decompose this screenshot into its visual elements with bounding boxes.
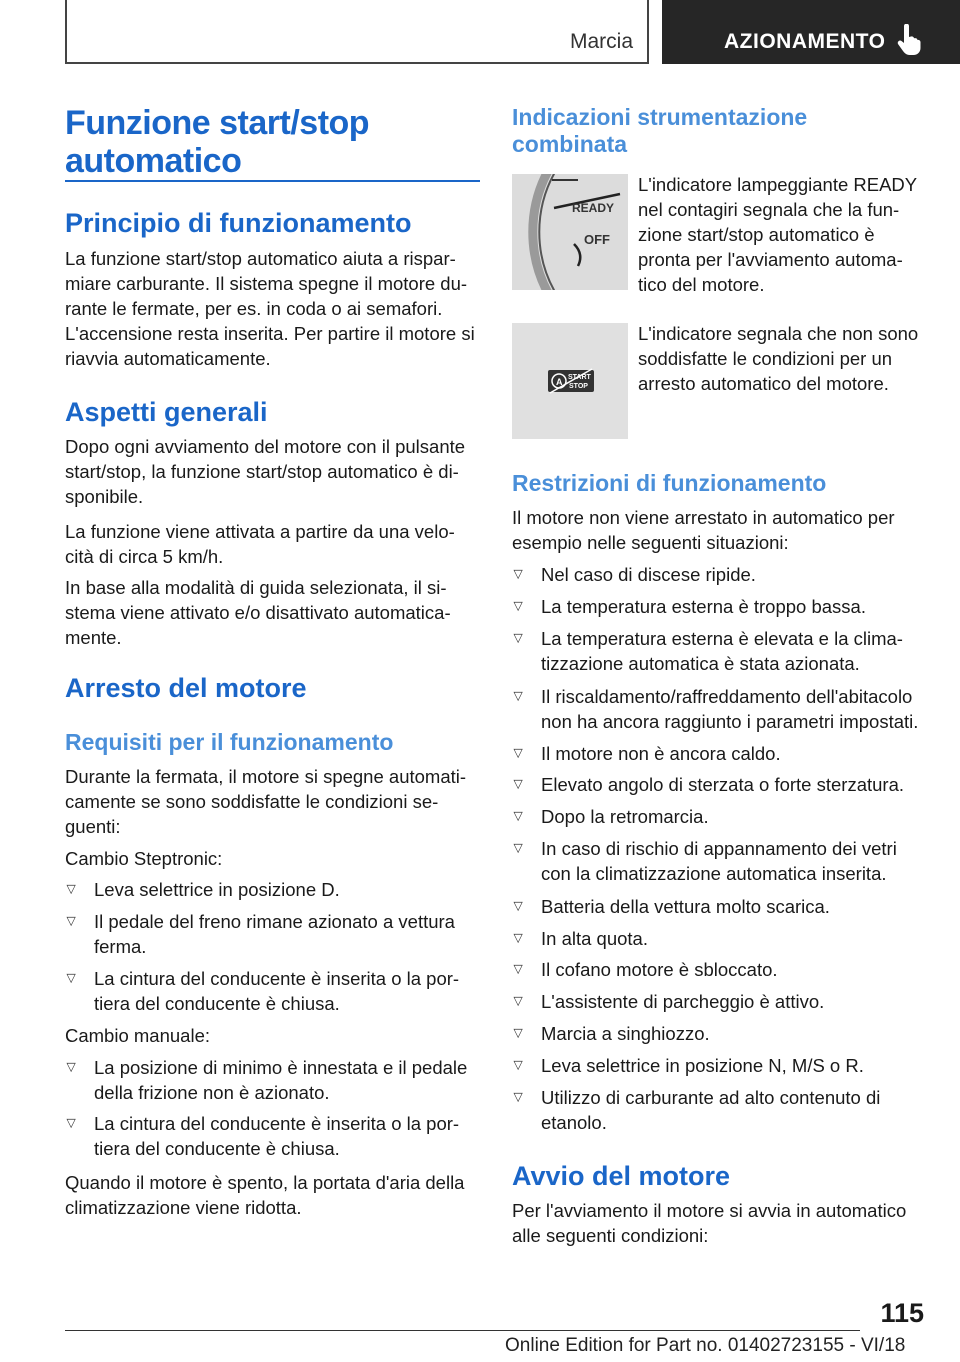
spento-text: Quando il motore è spento, la portata d'aria della climatizzazione viene ridotta.: [65, 1172, 465, 1218]
list-item: ▷ Batteria della vettura molto scarica.: [512, 894, 930, 919]
principio-heading: Principio di funzionamento: [65, 208, 412, 238]
header-chapter-tab: [662, 0, 960, 64]
list-item: ▷ Marcia a singhiozzo.: [512, 1021, 930, 1046]
footer-edition: Online Edition for Part no. 01402723155 - VI/18: [505, 1335, 906, 1356]
start-label: START: [568, 374, 591, 381]
aspetti-paragraph-2: La funzione viene attivata a partire da una velo-cità di circa 5 km/h.: [65, 521, 455, 567]
stop-label: STOP: [569, 383, 588, 390]
avvio-heading: Avvio del motore: [512, 1161, 731, 1191]
restrizioni-heading: Restrizioni di funzionamento: [512, 470, 827, 496]
tachometer-gauge-icon: [512, 174, 628, 290]
page-number: 115: [880, 1298, 924, 1328]
avvio-text: Per l'avviamento il motore si avvia in automatico alle seguenti condizioni:: [512, 1200, 907, 1246]
list-item: ▷ La posizione di minimo è innestata e il pedale della frizione non è azionato.: [65, 1055, 480, 1105]
ready-indicator-image: [512, 174, 628, 290]
requisiti-heading: Requisiti per il funzionamento: [65, 729, 394, 755]
principio-text: La funzione start/stop automatico aiuta a rispar-miare carburante. Il sistema spegne il motore du-rante le fermate, per es. in coda o ai semafori. L'accensione resta inserita. Per partire il motore si riavvia automaticamente.: [65, 248, 475, 369]
aspetti-paragraph-1: Dopo ogni avviamento del motore con il pulsante start/stop, la funzione start/stop automatico è di-sponibile.: [65, 436, 466, 507]
manuale-label: Cambio manuale:: [65, 1025, 210, 1046]
aspetti-paragraph-3: In base alla modalità di guida selezionata, il si-stema viene attivato e/o disattivato automatica-mente.: [65, 577, 451, 648]
list-item: ▷ La cintura del conducente è inserita o la por-tiera del conducente è chiusa.: [65, 966, 480, 1016]
list-item: ▷ La temperatura esterna è elevata e la clima-tizzazione automatica è stata azionata.: [512, 626, 930, 676]
header-section-box: [65, 0, 649, 64]
list-item: ▷ Il cofano motore è sbloccato.: [512, 957, 930, 982]
condizioni-text: L'indicatore segnala che non sono soddisfatte le condizioni per un arresto automatico del motore.: [638, 323, 919, 394]
svg-text:A: A: [556, 377, 563, 387]
startstop-indicator-image: [512, 323, 628, 439]
header-section-label: Marcia: [569, 30, 633, 53]
list-item: ▷ Elevato angolo di sterzata o forte sterzatura.: [512, 772, 930, 797]
auto-start-stop-crossed-icon: [512, 323, 628, 439]
indicazioni-heading: Indicazioni strumentazione combinata: [512, 104, 808, 157]
list-item: ▷ L'assistente di parcheggio è attivo.: [512, 989, 930, 1014]
pointing-hand-icon: [896, 24, 922, 56]
restrizioni-text: Il motore non viene arrestato in automatico per esempio nelle seguenti situazioni:: [512, 507, 895, 553]
arresto-heading: Arresto del motore: [65, 673, 307, 703]
ready-text: L'indicatore lampeggiante READY nel contagiri segnala che la fun-zione start/stop automatico è pronta per l'avviamento automa-tico del motore.: [638, 174, 917, 295]
steptronic-label: Cambio Steptronic:: [65, 848, 223, 869]
list-item: ▷ La cintura del conducente è inserita o la por-tiera del conducente è chiusa.: [65, 1111, 480, 1161]
header-chapter-label: AZIONAMENTO: [724, 30, 886, 53]
title-rule: [65, 180, 480, 182]
list-item: ▷ Dopo la retromarcia.: [512, 804, 930, 829]
ready-label: READY: [572, 201, 615, 215]
list-item: ▷ Il riscaldamento/raffreddamento dell'abitacolo non ha ancora raggiunto i parametri impostati.: [512, 684, 930, 734]
requisiti-text: Durante la fermata, il motore si spegne automati-camente se sono soddisfatte le condizioni se-guenti:: [65, 766, 467, 837]
list-item: ▷ Leva selettrice in posizione N, M/S o R.: [512, 1053, 930, 1078]
footer-rule: [65, 1330, 860, 1331]
list-item: ▷ In alta quota.: [512, 926, 930, 951]
list-item: ▷ Leva selettrice in posizione D.: [65, 877, 480, 902]
page-title: Funzione start/stop automatico: [65, 104, 370, 180]
off-label: OFF: [584, 232, 610, 247]
aspetti-heading: Aspetti generali: [65, 397, 268, 427]
list-item: ▷ Il motore non è ancora caldo.: [512, 741, 930, 766]
list-item: ▷ In caso di rischio di appannamento dei vetri con la climatizzazione automatica inserita.: [512, 836, 930, 886]
list-item: ▷ Utilizzo di carburante ad alto contenuto di etanolo.: [512, 1085, 912, 1135]
list-item: ▷ La temperatura esterna è troppo bassa.: [512, 594, 930, 619]
list-item: ▷ Il pedale del freno rimane azionato a vettura ferma.: [65, 909, 470, 959]
list-item: ▷ Nel caso di discese ripide.: [512, 562, 930, 587]
